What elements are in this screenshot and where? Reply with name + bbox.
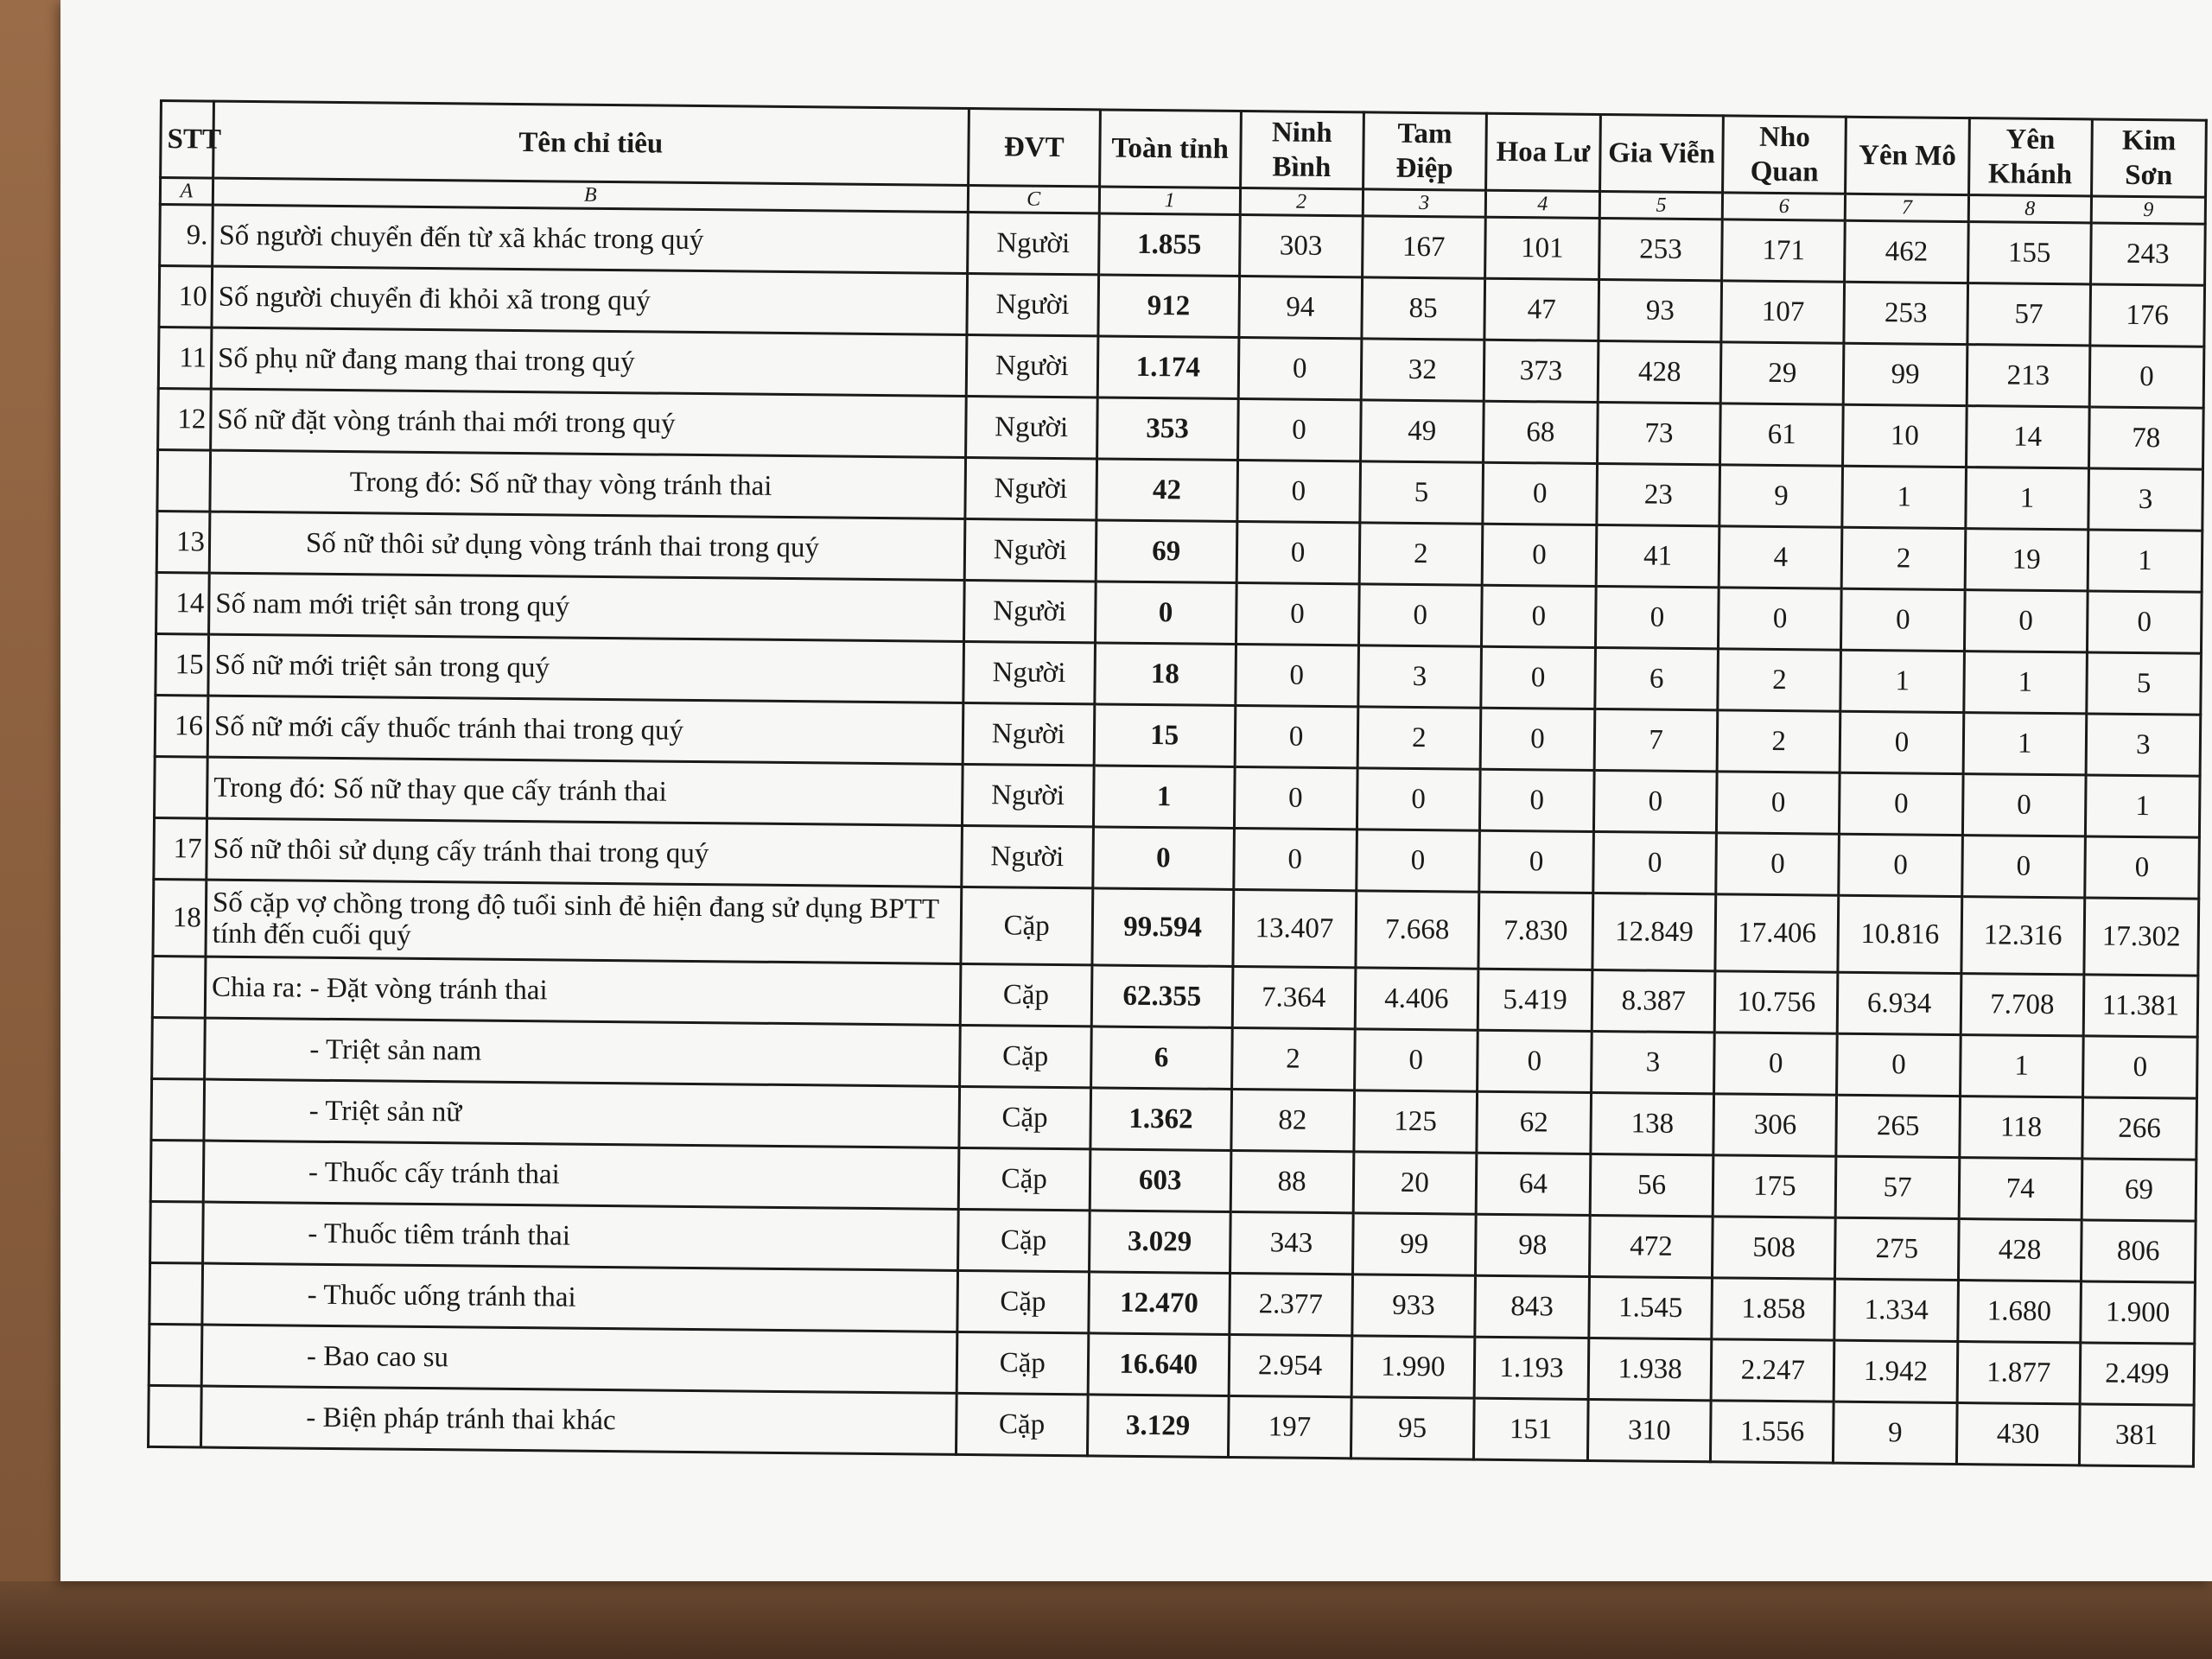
row-total: 912 [1098, 275, 1239, 338]
row-name: Trong đó: Số nữ thay vòng tránh thai [210, 450, 965, 518]
row-district-value: 0 [1357, 768, 1480, 830]
row-unit: Cặp [960, 963, 1092, 1026]
row-district-value: 17.302 [2084, 898, 2199, 976]
row-district-value: 2.247 [1711, 1339, 1834, 1402]
row-district-value: 306 [1713, 1094, 1837, 1156]
row-district-value: 275 [1835, 1217, 1959, 1280]
row-district-value: 29 [1720, 342, 1844, 404]
row-district-value: 12.316 [1961, 897, 2085, 975]
row-district-value: 1.545 [1589, 1276, 1713, 1338]
column-code: 7 [1846, 194, 1969, 221]
row-total: 3.129 [1087, 1395, 1228, 1458]
header-district: Gia Viễn [1600, 115, 1724, 193]
row-district-value: 0 [1481, 585, 1596, 647]
row-district-value: 94 [1238, 276, 1362, 338]
row-total: 1 [1093, 766, 1234, 829]
row-district-value: 41 [1596, 524, 1719, 587]
row-total: 0 [1095, 582, 1236, 645]
row-district-value: 7.708 [1961, 974, 2084, 1036]
row-district-value: 11.381 [2083, 975, 2198, 1037]
row-district-value: 1.193 [1474, 1337, 1589, 1399]
row-district-value: 0 [1235, 644, 1358, 706]
row-district-value: 5 [1360, 461, 1484, 524]
row-name: Số người chuyển đi khỏi xã trong quý [212, 266, 967, 334]
row-district-value: 14 [1966, 406, 2089, 468]
row-stt: 14 [156, 572, 210, 634]
row-name: Chia ra: - Đặt vòng tránh thai [205, 957, 960, 1025]
row-district-value: 2.954 [1229, 1334, 1352, 1396]
row-unit: Cặp [957, 1270, 1089, 1332]
row-district-value: 0 [1481, 646, 1596, 709]
row-district-value: 9 [1834, 1402, 1957, 1464]
row-district-value: 0 [1716, 833, 1840, 895]
row-district-value: 2 [1357, 707, 1481, 769]
header-name: Tên chỉ tiêu [213, 101, 969, 185]
row-district-value: 1 [1840, 650, 1964, 712]
row-district-value: 0 [2087, 591, 2202, 653]
row-district-value: 0 [2082, 1036, 2197, 1098]
row-district-value: 19 [1965, 529, 2088, 591]
row-district-value: 0 [1236, 582, 1359, 645]
row-name: Số nữ thôi sử dụng vòng tránh thai trong quý [209, 512, 964, 580]
row-district-value: 5.419 [1478, 969, 1592, 1031]
row-total: 99.594 [1092, 888, 1233, 967]
row-district-value: 428 [1958, 1219, 2082, 1281]
row-district-value: 843 [1475, 1275, 1590, 1338]
row-district-value: 381 [2079, 1404, 2194, 1466]
row-district-value: 6 [1595, 647, 1719, 709]
statistics-table [147, 99, 2208, 1468]
header-total: Toàn tỉnh [1100, 110, 1241, 188]
row-district-value: 78 [2088, 407, 2203, 469]
row-stt [152, 1017, 206, 1079]
row-district-value: 5 [2087, 652, 2202, 715]
row-name: - Thuốc tiêm tránh thai [203, 1202, 958, 1270]
row-total: 6 [1091, 1027, 1232, 1090]
row-district-value: 155 [1967, 222, 2091, 284]
row-stt [149, 1385, 202, 1447]
row-district-value: 0 [1839, 834, 1962, 896]
row-district-value: 99 [1844, 343, 1967, 405]
row-total: 69 [1096, 520, 1236, 583]
row-unit: Người [964, 518, 1096, 581]
row-unit: Cặp [958, 1086, 1090, 1148]
row-district-value: 3 [1358, 645, 1482, 708]
row-total: 1.855 [1099, 213, 1240, 276]
header-district: Hoa Lư [1485, 113, 1600, 191]
row-district-value: 57 [1967, 283, 2091, 346]
row-district-value: 82 [1230, 1089, 1354, 1151]
row-district-value: 310 [1587, 1399, 1711, 1461]
row-stt: 9. [160, 205, 213, 267]
row-district-value: 32 [1361, 339, 1484, 401]
row-name: Số nam mới triệt sản trong quý [208, 573, 963, 641]
row-district-value: 0 [1479, 830, 1594, 893]
header-district: Yên Khánh [1968, 118, 2092, 196]
row-district-value: 56 [1590, 1154, 1713, 1216]
row-district-value: 1 [1960, 1035, 2083, 1097]
row-total: 62.355 [1091, 965, 1232, 1028]
row-district-value: 2 [1231, 1027, 1355, 1090]
row-stt: 16 [155, 695, 208, 757]
row-unit: Cặp [957, 1209, 1090, 1271]
row-district-value: 7.668 [1356, 891, 1479, 969]
row-district-value: 13.407 [1232, 889, 1356, 967]
row-stt [152, 956, 206, 1018]
row-stt: 18 [153, 879, 207, 957]
row-district-value: 0 [1841, 588, 1965, 651]
row-unit: Cặp [958, 1147, 1090, 1210]
row-name: Số nữ mới triệt sản trong quý [208, 634, 963, 702]
row-unit: Cặp [957, 1332, 1089, 1394]
row-stt [149, 1262, 203, 1325]
row-district-value: 0 [1595, 586, 1719, 648]
row-stt: 11 [158, 327, 212, 390]
row-district-value: 303 [1239, 215, 1363, 277]
row-unit: Người [966, 334, 1098, 397]
row-total: 12.470 [1089, 1272, 1230, 1335]
row-district-value: 253 [1599, 219, 1723, 281]
row-district-value: 0 [1483, 462, 1598, 524]
row-stt [150, 1201, 204, 1263]
row-district-value: 1 [1842, 466, 1966, 528]
row-total: 603 [1090, 1149, 1230, 1212]
row-district-value: 0 [1236, 460, 1360, 522]
row-name: - Biện pháp tránh thai khác [200, 1386, 956, 1454]
row-district-value: 933 [1352, 1274, 1476, 1337]
row-district-value: 0 [1961, 836, 2085, 898]
row-district-value: 0 [1237, 398, 1361, 461]
row-district-value: 7 [1594, 709, 1718, 771]
row-district-value: 1 [2085, 775, 2200, 837]
column-code: C [968, 185, 1100, 213]
row-stt: 17 [154, 817, 207, 880]
row-district-value: 47 [1484, 278, 1599, 340]
row-district-value: 0 [1236, 521, 1360, 583]
row-district-value: 17.406 [1715, 894, 1839, 972]
row-district-value: 1.877 [1957, 1342, 2081, 1404]
row-district-value: 0 [1354, 1029, 1478, 1091]
row-total: 42 [1096, 459, 1237, 522]
row-district-value: 9 [1719, 465, 1843, 527]
header-unit: ĐVT [968, 108, 1100, 186]
row-unit: Cặp [959, 1025, 1091, 1087]
row-stt: 15 [156, 633, 209, 696]
row-district-value: 1.900 [2081, 1281, 2196, 1344]
row-district-value: 0 [1962, 774, 2086, 836]
row-stt: 10 [159, 266, 213, 328]
row-district-value: 95 [1351, 1397, 1474, 1459]
row-district-value: 23 [1597, 463, 1720, 525]
row-district-value: 107 [1721, 281, 1845, 343]
row-district-value: 49 [1360, 400, 1484, 462]
row-district-value: 0 [1593, 770, 1717, 832]
row-district-value: 1 [2088, 530, 2202, 592]
row-district-value: 1 [1963, 652, 2087, 714]
row-district-value: 61 [1720, 404, 1844, 466]
row-district-value: 10 [1843, 404, 1967, 467]
row-district-value: 0 [1358, 584, 1482, 646]
column-code: 1 [1099, 187, 1240, 215]
header-district: Kim Sơn [2091, 119, 2206, 197]
row-district-value: 1.680 [1957, 1281, 2081, 1343]
row-district-value: 68 [1483, 401, 1598, 463]
row-district-value: 138 [1591, 1092, 1714, 1154]
row-name: - Thuốc uống tránh thai [202, 1263, 957, 1332]
column-code: 5 [1599, 192, 1723, 219]
row-name: - Triệt sản nữ [204, 1079, 959, 1147]
header-stt: STT [161, 101, 214, 179]
row-district-value: 0 [1235, 705, 1358, 767]
row-name: - Triệt sản nam [205, 1018, 960, 1086]
row-district-value: 85 [1362, 277, 1485, 340]
row-district-value: 0 [1238, 337, 1362, 399]
row-stt [151, 1078, 205, 1141]
row-district-value: 3 [1592, 1031, 1715, 1093]
row-district-value: 472 [1589, 1215, 1713, 1277]
row-district-value: 12.849 [1592, 893, 1716, 970]
desk-surface [0, 1581, 2212, 1659]
row-unit: Người [962, 764, 1094, 826]
row-district-value: 118 [1959, 1096, 2082, 1159]
row-total: 0 [1093, 827, 1234, 890]
row-name: Số người chuyển đến từ xã khác trong quý [213, 205, 968, 273]
row-unit: Người [967, 212, 1099, 274]
row-district-value: 0 [1719, 588, 1842, 650]
row-district-value: 266 [2082, 1097, 2197, 1160]
header-district: Ninh Bình [1240, 111, 1363, 189]
row-district-value: 2 [1359, 523, 1483, 585]
row-district-value: 62 [1477, 1091, 1592, 1154]
row-district-value: 69 [2082, 1159, 2196, 1221]
row-district-value: 508 [1713, 1217, 1836, 1279]
row-district-value: 4.406 [1355, 968, 1478, 1030]
row-district-value: 175 [1713, 1155, 1836, 1217]
row-unit: Người [963, 580, 1096, 642]
row-district-value: 88 [1230, 1150, 1354, 1212]
row-district-value: 1.334 [1834, 1279, 1958, 1341]
row-district-value: 0 [1837, 1033, 1961, 1096]
row-stt: 12 [158, 388, 212, 450]
row-stt [155, 756, 208, 818]
row-unit: Người [963, 702, 1095, 765]
row-district-value: 151 [1473, 1398, 1588, 1460]
row-name: Số cặp vợ chồng trong độ tuổi sinh đẻ hiện đang sử dụng BPTT tính đến cuối quý [206, 880, 961, 963]
row-total: 18 [1095, 643, 1236, 706]
row-unit: Người [965, 396, 1097, 458]
row-unit: Cặp [961, 887, 1093, 964]
row-district-value: 1.938 [1588, 1338, 1712, 1400]
row-district-value: 99 [1352, 1213, 1476, 1275]
row-district-value: 430 [1956, 1403, 2080, 1465]
column-code: 4 [1485, 190, 1599, 218]
row-district-value: 1 [1965, 467, 2088, 530]
row-district-value: 3 [2086, 714, 2201, 776]
row-district-value: 125 [1354, 1090, 1478, 1153]
row-district-value: 57 [1836, 1156, 1960, 1218]
row-district-value: 1.942 [1834, 1340, 1958, 1402]
row-name: - Bao cao su [201, 1325, 957, 1393]
row-stt [150, 1140, 204, 1202]
row-name: Số nữ đặt vòng tránh thai mới trong quý [211, 389, 966, 457]
column-code: B [213, 178, 968, 212]
row-district-value: 8.387 [1592, 969, 1715, 1032]
row-total: 15 [1094, 704, 1235, 767]
row-district-value: 197 [1228, 1395, 1351, 1458]
row-district-value: 0 [2085, 836, 2200, 899]
row-district-value: 0 [1356, 830, 1479, 892]
paper-sheet [60, 0, 2212, 1581]
row-stt [149, 1324, 202, 1386]
row-name: Số phụ nữ đang mang thai trong quý [211, 327, 966, 396]
row-district-value: 1.858 [1712, 1278, 1835, 1340]
row-district-value: 265 [1836, 1095, 1960, 1157]
row-district-value: 343 [1230, 1211, 1353, 1274]
row-district-value: 20 [1353, 1152, 1477, 1214]
row-total: 1.362 [1090, 1088, 1231, 1151]
row-total: 16.640 [1088, 1333, 1229, 1396]
row-district-value: 462 [1845, 220, 1968, 283]
row-district-value: 74 [1959, 1158, 2082, 1220]
row-district-value: 0 [1480, 708, 1595, 770]
row-unit: Cặp [956, 1393, 1088, 1455]
statistics-table-wrapper [147, 99, 2208, 1468]
header-district: Yên Mô [1846, 117, 1969, 194]
row-district-value: 0 [1477, 1030, 1592, 1092]
row-district-value: 373 [1484, 340, 1599, 402]
row-district-value: 1 [1963, 713, 2087, 775]
row-district-value: 167 [1362, 216, 1485, 278]
row-district-value: 253 [1844, 282, 1967, 344]
row-name: Số nữ mới cấy thuốc tránh thai trong quý [207, 696, 963, 764]
header-district: Tam Điệp [1363, 112, 1486, 190]
row-unit: Người [964, 457, 1096, 519]
row-stt [157, 449, 211, 512]
row-district-value: 0 [1840, 772, 1963, 835]
row-district-value: 806 [2081, 1220, 2196, 1282]
row-district-value: 7.830 [1478, 892, 1593, 969]
row-district-value: 2 [1842, 527, 1966, 589]
column-code: 2 [1240, 188, 1363, 216]
column-code: 9 [2091, 196, 2205, 224]
row-district-value: 10.756 [1714, 971, 1838, 1033]
row-district-value: 98 [1475, 1214, 1590, 1276]
row-district-value: 4 [1719, 526, 1842, 588]
row-district-value: 0 [1482, 524, 1597, 586]
row-district-value: 2.499 [2080, 1343, 2195, 1405]
row-district-value: 0 [1479, 769, 1594, 831]
row-district-value: 1.990 [1351, 1336, 1475, 1398]
row-district-value: 243 [2090, 223, 2205, 285]
row-district-value: 0 [1714, 1033, 1838, 1095]
row-name: Số nữ thôi sử dụng cấy tránh thai trong quý [207, 818, 962, 887]
row-district-value: 6.934 [1838, 972, 1961, 1034]
row-district-value: 176 [2090, 284, 2205, 346]
row-district-value: 3 [2088, 468, 2203, 531]
row-district-value: 64 [1476, 1153, 1591, 1215]
row-district-value: 7.364 [1232, 966, 1356, 1028]
row-district-value: 0 [1593, 831, 1717, 893]
column-code: 8 [1968, 195, 2092, 223]
table-body [149, 205, 2206, 1467]
row-unit: Người [963, 641, 1095, 703]
row-total: 1.174 [1097, 336, 1238, 399]
row-district-value: 171 [1722, 219, 1846, 282]
header-district: Nho Quan [1723, 116, 1847, 194]
row-district-value: 2 [1718, 649, 1841, 711]
row-district-value: 2 [1717, 710, 1840, 772]
row-district-value: 0 [2089, 346, 2204, 408]
row-district-value: 1.556 [1711, 1401, 1834, 1463]
row-district-value: 2.377 [1229, 1273, 1352, 1335]
row-total: 3.029 [1089, 1211, 1230, 1274]
row-district-value: 101 [1485, 217, 1600, 279]
column-code: A [160, 178, 213, 206]
row-district-value: 0 [1234, 766, 1357, 829]
row-district-value: 0 [1840, 711, 1964, 773]
row-district-value: 73 [1598, 402, 1721, 464]
column-code: 6 [1722, 193, 1846, 220]
row-name: - Thuốc cấy tránh thai [203, 1141, 958, 1209]
row-district-value: 0 [1964, 590, 2088, 652]
row-total: 353 [1097, 397, 1238, 461]
column-code: 3 [1363, 189, 1486, 217]
row-name: Trong đó: Số nữ thay que cấy tránh thai [207, 757, 962, 825]
row-district-value: 93 [1599, 279, 1722, 341]
row-stt: 13 [156, 511, 210, 573]
row-district-value: 0 [1717, 772, 1840, 834]
row-district-value: 428 [1598, 340, 1721, 403]
row-district-value: 0 [1233, 828, 1357, 890]
row-district-value: 213 [1967, 345, 2090, 407]
row-unit: Người [967, 273, 1099, 335]
row-unit: Người [961, 825, 1093, 887]
row-district-value: 10.816 [1838, 895, 1961, 973]
